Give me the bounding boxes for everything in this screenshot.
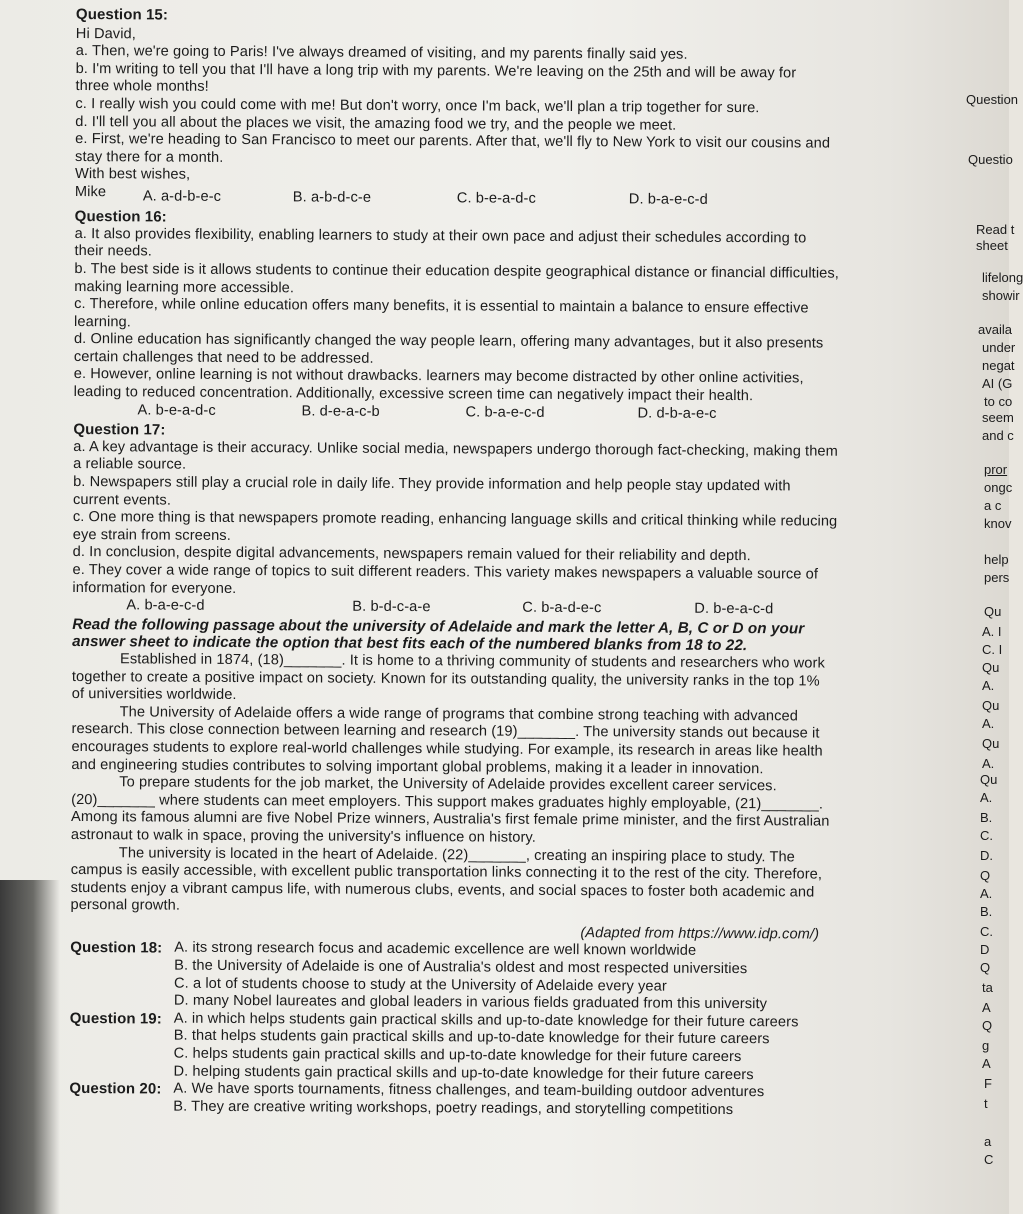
margin-text: A — [982, 1056, 991, 1071]
margin-text: Q — [980, 960, 991, 975]
q18-row — [70, 939, 890, 1014]
option-a[interactable]: A. its strong research focus and academic excellence are well known worldwide — [174, 940, 697, 960]
passage-line: (20)_______ where students can meet employers. This support makes graduates highly employable, (21)_______. — [71, 791, 824, 813]
margin-text: B. — [980, 810, 993, 825]
margin-text: A. — [982, 678, 995, 693]
margin-text: C. I — [982, 642, 1003, 657]
margin-text: F — [984, 1076, 992, 1091]
q15-line: b. I'm writing to tell you that I'll have a long trip with my parents. We're leaving on the 25th and will be away for — [75, 60, 797, 82]
option-b[interactable]: B. d-e-a-c-b — [301, 403, 380, 420]
option-d[interactable]: D. helping students gain practical skills and up-to-date knowledge for their future careers — [173, 1063, 754, 1083]
margin-text: A. — [982, 756, 995, 771]
passage-line: The university is located in the heart of Adelaide. (22)_______, creating an inspiring place to study. The — [118, 844, 795, 865]
passage-instruction: Read the following passage about the university of Adelaide and mark the letter A, B, C or D on your — [72, 615, 805, 638]
option-b[interactable]: B. the University of Adelaide is one of Australia's oldest and most respected universities — [174, 957, 748, 978]
margin-text: C — [984, 1152, 994, 1167]
option-a[interactable]: A. in which helps students gain practical skills and up-to-date knowledge for their future careers — [173, 1010, 799, 1031]
passage-line: campus is easily accessible, with excellent public transportation links connecting it to the rest of the city. Therefore, — [70, 862, 823, 883]
margin-text: showir — [982, 288, 1020, 303]
margin-text: g — [982, 1038, 990, 1053]
margin-text: Qu — [984, 604, 1002, 619]
margin-text: lifelong — [982, 270, 1023, 285]
passage-line: together to create a positive impact on society. Known for its outstanding quality, the university ranks in the top 1% — [71, 668, 820, 690]
q16-line: certain challenges that need to be addressed. — [73, 348, 374, 367]
passage-line: personal growth. — [70, 897, 181, 914]
q17-line: a reliable source. — [73, 456, 187, 474]
option-d[interactable]: D. many Nobel laureates and global leaders in various fields graduated from this university — [173, 992, 768, 1013]
margin-text: negat — [982, 358, 1015, 373]
passage-line: and engineering studies contributes to solving important global problems, making it a leader in innovation. — [71, 756, 764, 777]
margin-text: A — [982, 1000, 991, 1015]
q17-line: e. They cover a wide range of topics to suit different readers. This variety makes newspapers a valuable source of — [72, 561, 819, 583]
q15-title: Question 15: — [75, 6, 169, 24]
q16-line: a. It also provides flexibility, enabling learners to study at their own pace and adjust their schedules according to — [74, 225, 807, 247]
margin-text: D. — [980, 848, 993, 863]
q16-line: leading to reduced concentration. Additionally, excessive screen time can negatively impact their health. — [73, 384, 754, 405]
option-b[interactable]: B. They are creative writing workshops, poetry readings, and storytelling competitions — [173, 1098, 734, 1118]
margin-text: Qu — [982, 660, 1000, 675]
q16-title: Question 16: — [74, 208, 167, 226]
q15-line: stay there for a month. — [75, 148, 224, 166]
q16-line: making learning more accessible. — [74, 278, 295, 296]
right-margin-cutoff-text — [948, 0, 1023, 1214]
q19-label: Question 19: — [69, 1009, 162, 1028]
q16-options — [73, 402, 893, 425]
margin-text: Qu — [982, 736, 1000, 751]
passage-source[interactable]: (Adapted from https://www.idp.com/) — [580, 924, 820, 943]
option-c[interactable]: C. a lot of students choose to study at the University of Adelaide every year — [173, 975, 667, 995]
q20-options — [173, 1081, 889, 1121]
q15-line: a. Then, we're going to Paris! I've always dreamed of visiting, and my parents finally said yes. — [75, 43, 688, 63]
margin-text: A. I — [982, 624, 1002, 639]
option-b[interactable]: B. b-d-c-a-e — [352, 598, 431, 616]
passage-line: research. This close connection between learning and research (19)_______. The university stands out because it — [71, 721, 820, 742]
margin-text: seem — [982, 410, 1014, 425]
margin-text: Qu — [982, 698, 1000, 713]
option-a[interactable]: A. We have sports tournaments, fitness challenges, and team-building outdoor adventures — [173, 1080, 765, 1101]
option-c[interactable]: C. helps students gain practical skills and up-to-date knowledge for their future careers — [173, 1045, 742, 1066]
margin-text: to co — [984, 394, 1013, 409]
q15-line: three whole months! — [75, 78, 209, 96]
q20-label: Question 20: — [69, 1080, 162, 1098]
passage-line: students enjoy a vibrant campus life, with numerous clubs, events, and social spaces to foster both academic and — [70, 879, 815, 901]
q18-options — [174, 940, 890, 1015]
option-a[interactable]: A. a-d-b-e-c — [142, 187, 222, 205]
option-a[interactable]: A. b-e-a-d-c — [137, 402, 216, 419]
margin-text: under — [982, 340, 1016, 355]
margin-text: pror — [984, 462, 1008, 477]
q15-line: Hi David, — [75, 25, 136, 42]
passage-instruction: answer sheet to indicate the option that best fits each of the numbered blanks from 18 to 22. — [72, 633, 748, 655]
q17-line: c. One more thing is that newspapers promote reading, enhancing language skills and critical thinking while reducing — [72, 509, 838, 530]
q17-line: current events. — [72, 491, 172, 509]
margin-text: and c — [982, 428, 1014, 443]
margin-text: Q — [982, 1018, 993, 1033]
margin-text: a c — [984, 498, 1002, 513]
q18-label: Question 18: — [70, 939, 163, 958]
q19-options — [173, 1010, 889, 1085]
q17-line: b. Newspapers still play a crucial role in daily life. They provide information and help people stay updated with — [73, 474, 791, 495]
q15-line: Mike — [74, 183, 107, 201]
margin-text: A. — [980, 886, 993, 901]
q15-line: e. First, we're heading to San Francisco to meet our parents. After that, we'll fly to New York to visit our cousins and — [75, 131, 831, 152]
margin-text: C. — [980, 828, 993, 843]
margin-text: Q — [980, 868, 991, 883]
margin-text: AI (G — [982, 376, 1013, 391]
passage-line: Established in 1874, (18)_______. It is home to a thriving community of students and researchers who work — [119, 651, 825, 672]
margin-text: availa — [978, 322, 1012, 337]
q17-line: eye strain from screens. — [72, 526, 231, 544]
margin-text: Question — [966, 92, 1019, 107]
margin-text: C. — [980, 924, 993, 939]
passage-line: encourages students to explore real-world challenges while studying. For example, its research in areas like health — [71, 738, 823, 760]
option-d[interactable]: D. d-b-a-e-c — [637, 405, 717, 422]
margin-text: pers — [984, 570, 1010, 585]
margin-text: knov — [984, 516, 1012, 531]
option-c[interactable]: C. b-e-a-d-c — [456, 189, 536, 207]
option-b[interactable]: B. a-b-d-c-e — [292, 188, 372, 206]
q19-row — [69, 1010, 889, 1085]
option-d[interactable]: D. b-a-e-c-d — [628, 190, 708, 208]
option-d[interactable]: D. b-e-a-c-d — [694, 600, 774, 618]
q16-line: learning. — [74, 313, 132, 331]
passage-line: Among its famous alumni are five Nobel Prize winners, Australia's first female prime minister, and the first Australian — [70, 809, 830, 830]
q16-line: d. Online education has significantly changed the way people learn, offering many advantages, but it also presents — [73, 331, 824, 352]
q15-line: d. I'll tell you all about the places we visit, the amazing food we try, and the people we meet. — [75, 113, 677, 134]
page-shadow — [0, 880, 60, 1214]
passage-line: of universities worldwide. — [71, 686, 237, 704]
q17-title: Question 17: — [73, 421, 166, 439]
margin-text: Read t — [976, 222, 1015, 237]
option-a[interactable]: A. b-a-e-c-d — [126, 597, 205, 614]
q17-line: information for everyone. — [72, 579, 237, 597]
margin-text: t — [984, 1096, 988, 1111]
q15-line: With best wishes, — [74, 166, 191, 184]
option-c[interactable]: C. b-a-d-e-c — [522, 599, 602, 617]
q16-line: e. However, online learning is not without drawbacks. learners may become distracted by other online activities, — [73, 366, 804, 387]
q17-line: a. A key advantage is their accuracy. Unlike social media, newspapers undergo thorough fact-checking, making them — [73, 438, 838, 460]
q15-options — [75, 188, 895, 211]
q16-line: their needs. — [74, 243, 153, 260]
q15-line: c. I really wish you could come with me! But don't worry, once I'm back, we'll plan a trip together for sure. — [75, 95, 760, 117]
q16-line: c. Therefore, while online education offers many benefits, it is essential to maintain a balance to ensure effective — [74, 296, 809, 317]
margin-text: sheet — [976, 238, 1008, 253]
margin-text: Qu — [980, 772, 998, 787]
worksheet-content — [69, 6, 896, 1120]
margin-text: B. — [980, 904, 993, 919]
margin-text: Questio — [968, 152, 1013, 167]
option-c[interactable]: C. b-a-e-c-d — [465, 404, 545, 421]
margin-text: A. — [980, 790, 993, 805]
option-b[interactable]: B. that helps students gain practical skills and up-to-date knowledge for their future careers — [173, 1028, 770, 1048]
q16-line: b. The best side is it allows students to continue their education despite geographical distance or financial difficulties, — [74, 260, 840, 282]
margin-text: ongc — [984, 480, 1013, 495]
passage-line: astronaut to walk in space, proving the university's influence on history. — [70, 826, 536, 846]
passage-line: The University of Adelaide offers a wide range of programs that combine strong teaching with advanced — [119, 704, 799, 725]
margin-text: ta — [982, 980, 993, 995]
margin-text: a — [984, 1134, 992, 1149]
passage-line: To prepare students for the job market, the University of Adelaide provides excellent career services. — [119, 774, 777, 795]
margin-text: D — [980, 942, 990, 957]
margin-text: help — [984, 552, 1009, 567]
q17-line: d. In conclusion, despite digital advancements, newspapers remain valued for their reliability and depth. — [72, 544, 751, 565]
margin-text: A. — [982, 716, 995, 731]
q20-row — [69, 1080, 889, 1120]
